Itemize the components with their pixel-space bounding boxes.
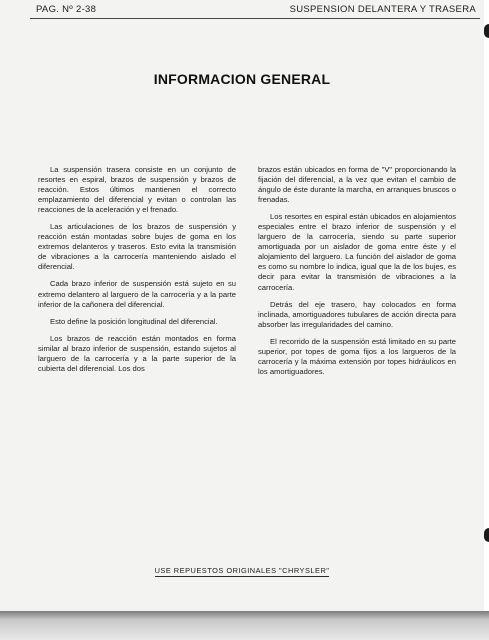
paragraph: brazos están ubicados en forma de "V" proporcionando la fijación del diferencial, a la vez que evitan el cambio de ángulo de éste durante la marcha, en arranques bruscos o frenadas.: [258, 165, 456, 205]
scan-bottom-edge: [0, 611, 489, 640]
scan-margin: [484, 0, 489, 640]
paragraph: Detrás del eje trasero, hay colocados en forma inclinada, amortiguadores tubulares de acción directa para absorber las irregularidades del camino.: [258, 299, 456, 329]
paragraph: El recorrido de la suspensión está limitado en su parte superior, por topes de goma fijos a los largueros de la carrocería y la máxima extensión por topes hidráulicos en los amortiguadores.: [258, 336, 456, 376]
binder-hole: [484, 24, 489, 38]
page-number: PAG. Nº 2-38: [36, 4, 97, 15]
section-title: SUSPENSION DELANTERA Y TRASERA: [289, 4, 476, 15]
paragraph: Los resortes en espiral están ubicados en alojamientos especiales entre el brazo inferior de suspensión y el larguero de la carrocería, siendo su parte superior amortiguada por un aislador de goma entre éste y el alojamiento del larguero. La función del aislador de goma es como su nombre lo indica, igual que la de los bujes, es decir para evitar la transmisión de vibraciones a la carrocería.: [258, 212, 456, 292]
footer-note: [0, 566, 484, 575]
paragraph: La suspensión trasera consiste en un conjunto de resortes en espiral, brazos de suspensión y brazos de reacción. Estos últimos mantienen el correcto emplazamiento del diferencial y evitan o controlan las reacciones de la aceleración y el frenado.: [38, 165, 236, 215]
binder-hole: [484, 528, 489, 542]
paragraph: Cada brazo inferior de suspensión está sujeto en su extremo delantero al larguero de la carrocería y a la parte inferior de la cañonera del diferencial.: [38, 279, 236, 309]
footer-text: USE REPUESTOS ORIGINALES "CHRYSLER": [154, 566, 330, 575]
paragraph: Las articulaciones de los brazos de suspensión y reacción están montadas sobre bujes de goma en los extremos delanteros y traseros. Esto evita la transmisión de vibraciones a la carrocería manteniendo aislado el diferencial.: [38, 222, 236, 272]
paragraph: Los brazos de reacción están montados en forma similar al brazo inferior de suspensión, estando sujetos al larguero de la carrocería y a la parte superior de la cubierta del diferencial. Los dos: [38, 333, 236, 373]
right-column: [258, 165, 456, 384]
header-divider: [30, 18, 480, 19]
left-column: [38, 165, 236, 381]
page-title: INFORMACION GENERAL: [153, 71, 331, 87]
paragraph: Esto define la posición longitudinal del diferencial.: [50, 316, 218, 326]
